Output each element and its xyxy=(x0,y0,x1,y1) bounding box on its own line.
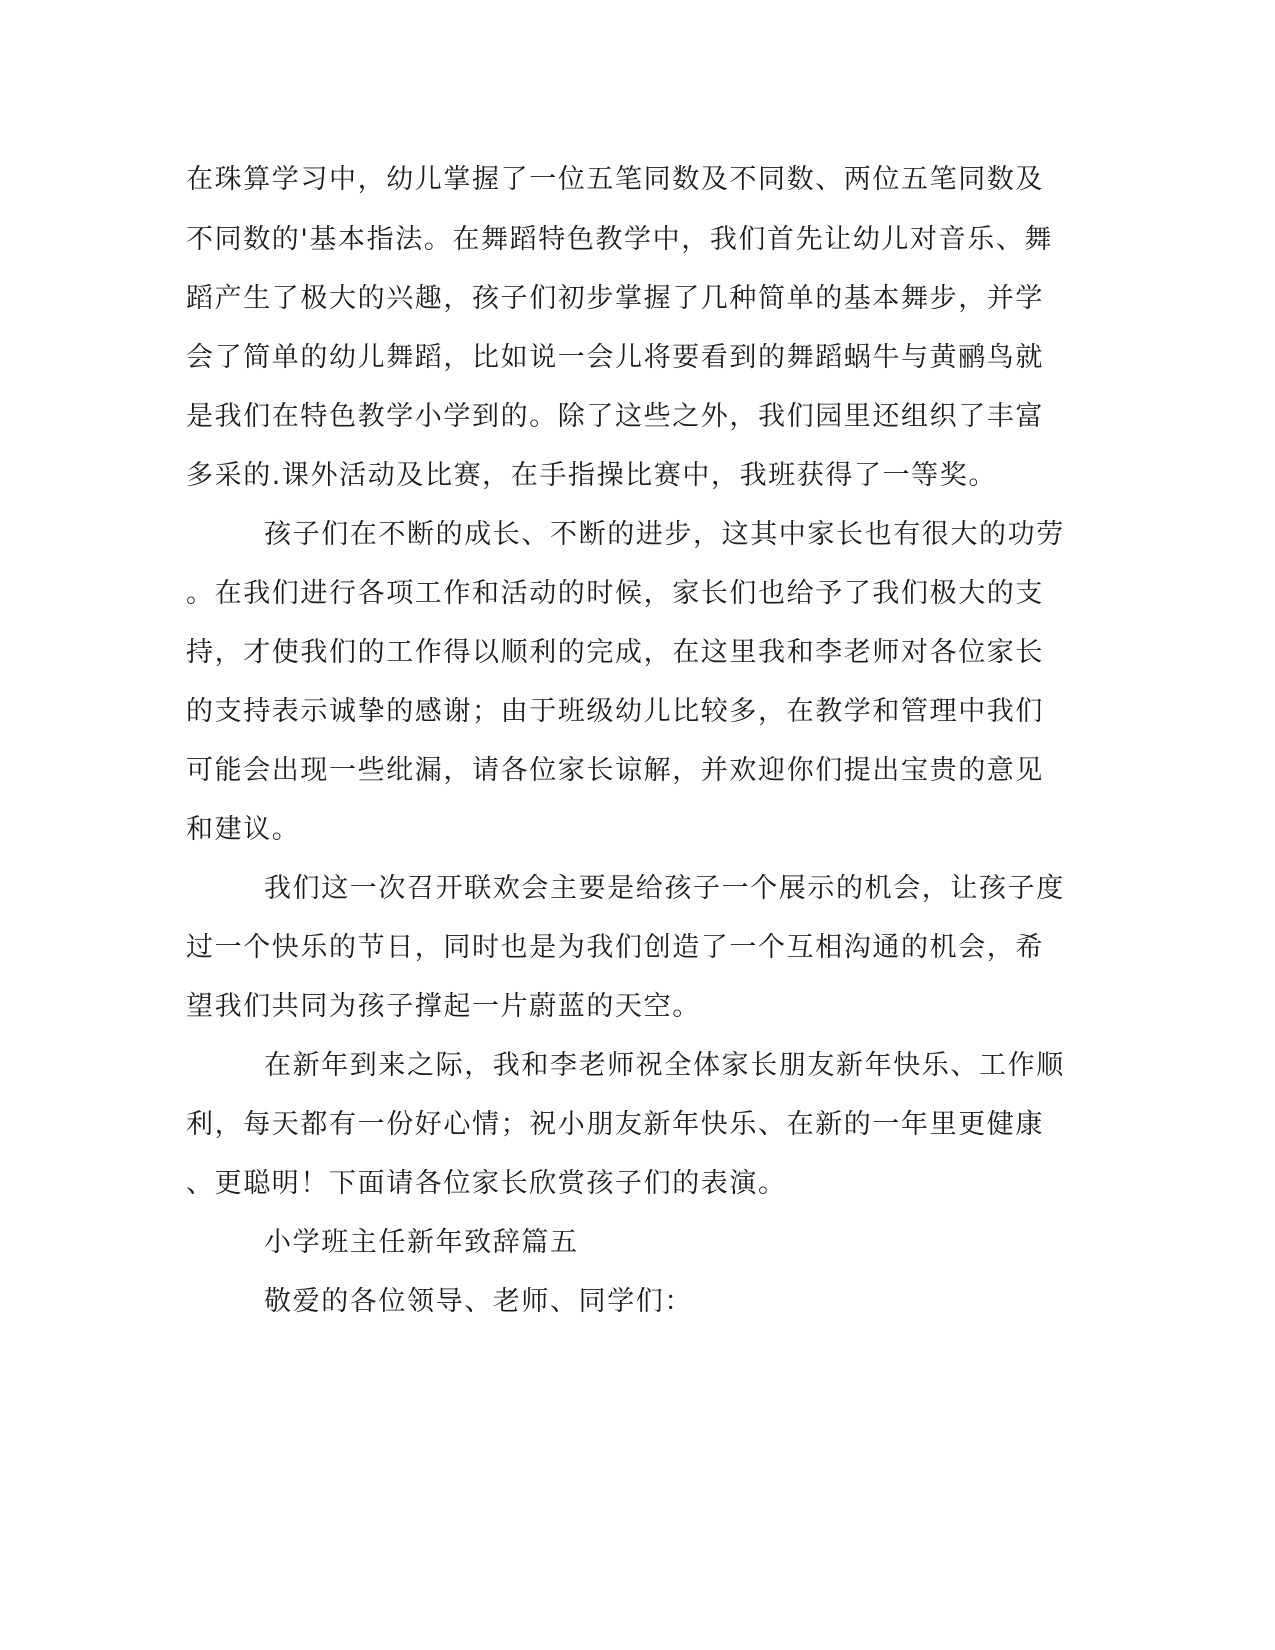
text-line: 多采的.课外活动及比赛，在手指操比赛中，我班获得了一等奖。 xyxy=(186,460,997,491)
text-line: 是我们在特色教学小学到的。除了这些之外，我们园里还组织了丰富 xyxy=(186,401,1044,432)
text-line: 会了简单的幼儿舞蹈，比如说一会儿将要看到的舞蹈蜗牛与黄鹂鸟就 xyxy=(186,342,1044,373)
paragraph-start-line: 我们这一次召开联欢会主要是给孩子一个展示的机会，让孩子度 xyxy=(264,873,1065,904)
section-heading: 小学班主任新年致辞篇五 xyxy=(264,1227,579,1258)
text-line: 过一个快乐的节日，同时也是为我们创造了一个互相沟通的机会，希 xyxy=(186,932,1044,963)
text-line: 利，每天都有一份好心情；祝小朋友新年快乐、在新的一年里更健康 xyxy=(186,1109,1044,1140)
paragraph-start-line: 孩子们在不断的成长、不断的进步，这其中家长也有很大的功劳 xyxy=(264,519,1065,550)
text-line: 可能会出现一些纰漏，请各位家长谅解，并欢迎你们提出宝贵的意见 xyxy=(186,755,1044,786)
text-line: 望我们共同为孩子撑起一片蔚蓝的天空。 xyxy=(186,991,701,1022)
text-line: 不同数的'基本指法。在舞蹈特色教学中，我们首先让幼儿对音乐、舞 xyxy=(186,224,1054,255)
text-line: 、更聪明！下面请各位家长欣赏孩子们的表演。 xyxy=(186,1168,787,1199)
text-line: 持，才使我们的工作得以顺利的完成，在这里我和李老师对各位家长 xyxy=(186,637,1044,668)
text-line: 在珠算学习中，幼儿掌握了一位五笔同数及不同数、两位五笔同数及 xyxy=(186,164,1044,195)
paragraph-start-line: 在新年到来之际，我和李老师祝全体家长朋友新年快乐、工作顺 xyxy=(264,1050,1065,1081)
text-line: 蹈产生了极大的兴趣，孩子们初步掌握了几种简单的基本舞步，并学 xyxy=(186,283,1044,314)
text-line: 。在我们进行各项工作和活动的时候，家长们也给予了我们极大的支 xyxy=(186,578,1044,609)
salutation: 敬爱的各位领导、老师、同学们： xyxy=(264,1286,693,1317)
text-line: 和建议。 xyxy=(186,814,301,845)
text-line: 的支持表示诚挚的感谢；由于班级幼儿比较多，在教学和管理中我们 xyxy=(186,696,1044,727)
